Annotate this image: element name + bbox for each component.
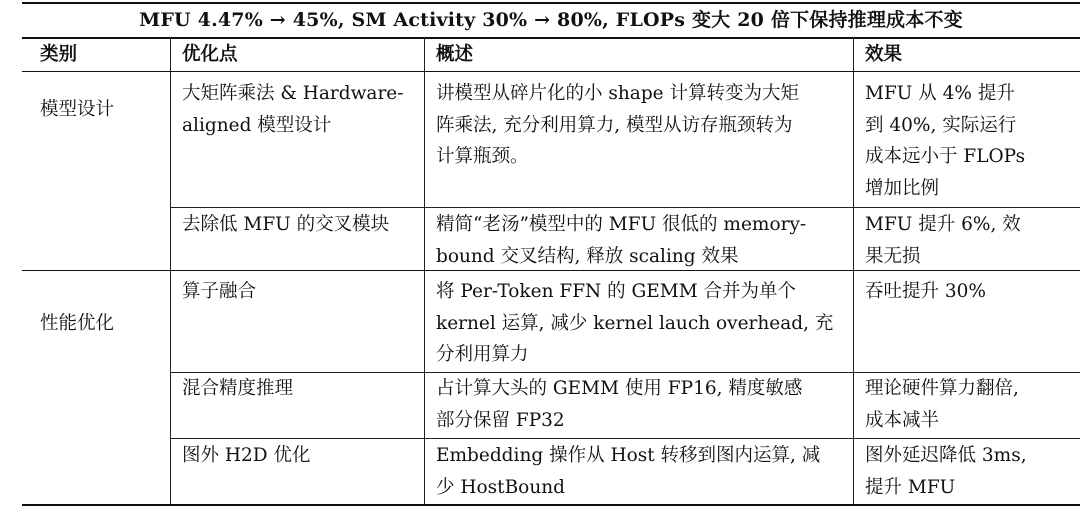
- table-row-effect: 理论硬件算力翻倍, 成本减半: [865, 378, 1019, 431]
- row-divider: [170, 438, 1080, 439]
- table-row-summary: 占计算大头的 GEMM 使用 FP16, 精度敏感 部分保留 FP32: [436, 378, 803, 431]
- category-model-design: 模型设计: [40, 99, 115, 120]
- table-row-summary: Embedding 操作从 Host 转移到图内运算, 减 少 HostBound: [436, 445, 821, 498]
- table-row-effect: 图外延迟降低 3ms, 提升 MFU: [865, 445, 1027, 498]
- table-row-point: 大矩阵乘法 & Hardware- aligned 模型设计: [182, 83, 404, 136]
- table-row-effect: MFU 从 4% 提升 到 40%, 实际运行 成本远小于 FLOPs 增加比例: [865, 83, 1026, 199]
- table-row-point: 图外 H2D 优化: [182, 445, 311, 466]
- header-summary: 概述: [436, 44, 474, 65]
- table-row-effect: MFU 提升 6%, 效 果无损: [865, 214, 1021, 267]
- table-row-summary: 将 Per-Token FFN 的 GEMM 合并为单个 kernel 运算, 减少 kernel lauch overhead, 充 分利用算力: [436, 281, 834, 365]
- table-row-summary: 精简“老汤”模型中的 MFU 很低的 memory- bound 交叉结构, 释放 scaling 效果: [436, 214, 807, 267]
- bottom-rule: [22, 504, 1080, 506]
- category-performance: 性能优化: [40, 313, 115, 334]
- header-category: 类别: [40, 44, 78, 65]
- header-effect: 效果: [865, 44, 903, 65]
- row-divider: [170, 207, 1080, 208]
- table-row-point: 去除低 MFU 的交叉模块: [182, 214, 390, 235]
- table-row-point: 混合精度推理: [182, 378, 294, 399]
- top-rule: [22, 2, 1080, 4]
- table-row-effect: 吞吐提升 30%: [865, 281, 987, 302]
- table-title: MFU 4.47% → 45%, SM Activity 30% → 80%, FLOPs 变大 20 倍下保持推理成本不变: [139, 9, 963, 31]
- group-divider-rule: [22, 270, 1080, 271]
- header-point: 优化点: [182, 44, 238, 65]
- table-row-point: 算子融合: [182, 281, 257, 302]
- header-top-rule: [22, 37, 1080, 39]
- table-row-summary: 讲模型从碎片化的小 shape 计算转变为大矩 阵乘法, 充分利用算力, 模型从访存瓶颈转为 计算瓶颈。: [436, 83, 799, 167]
- header-bottom-rule: [22, 71, 1080, 72]
